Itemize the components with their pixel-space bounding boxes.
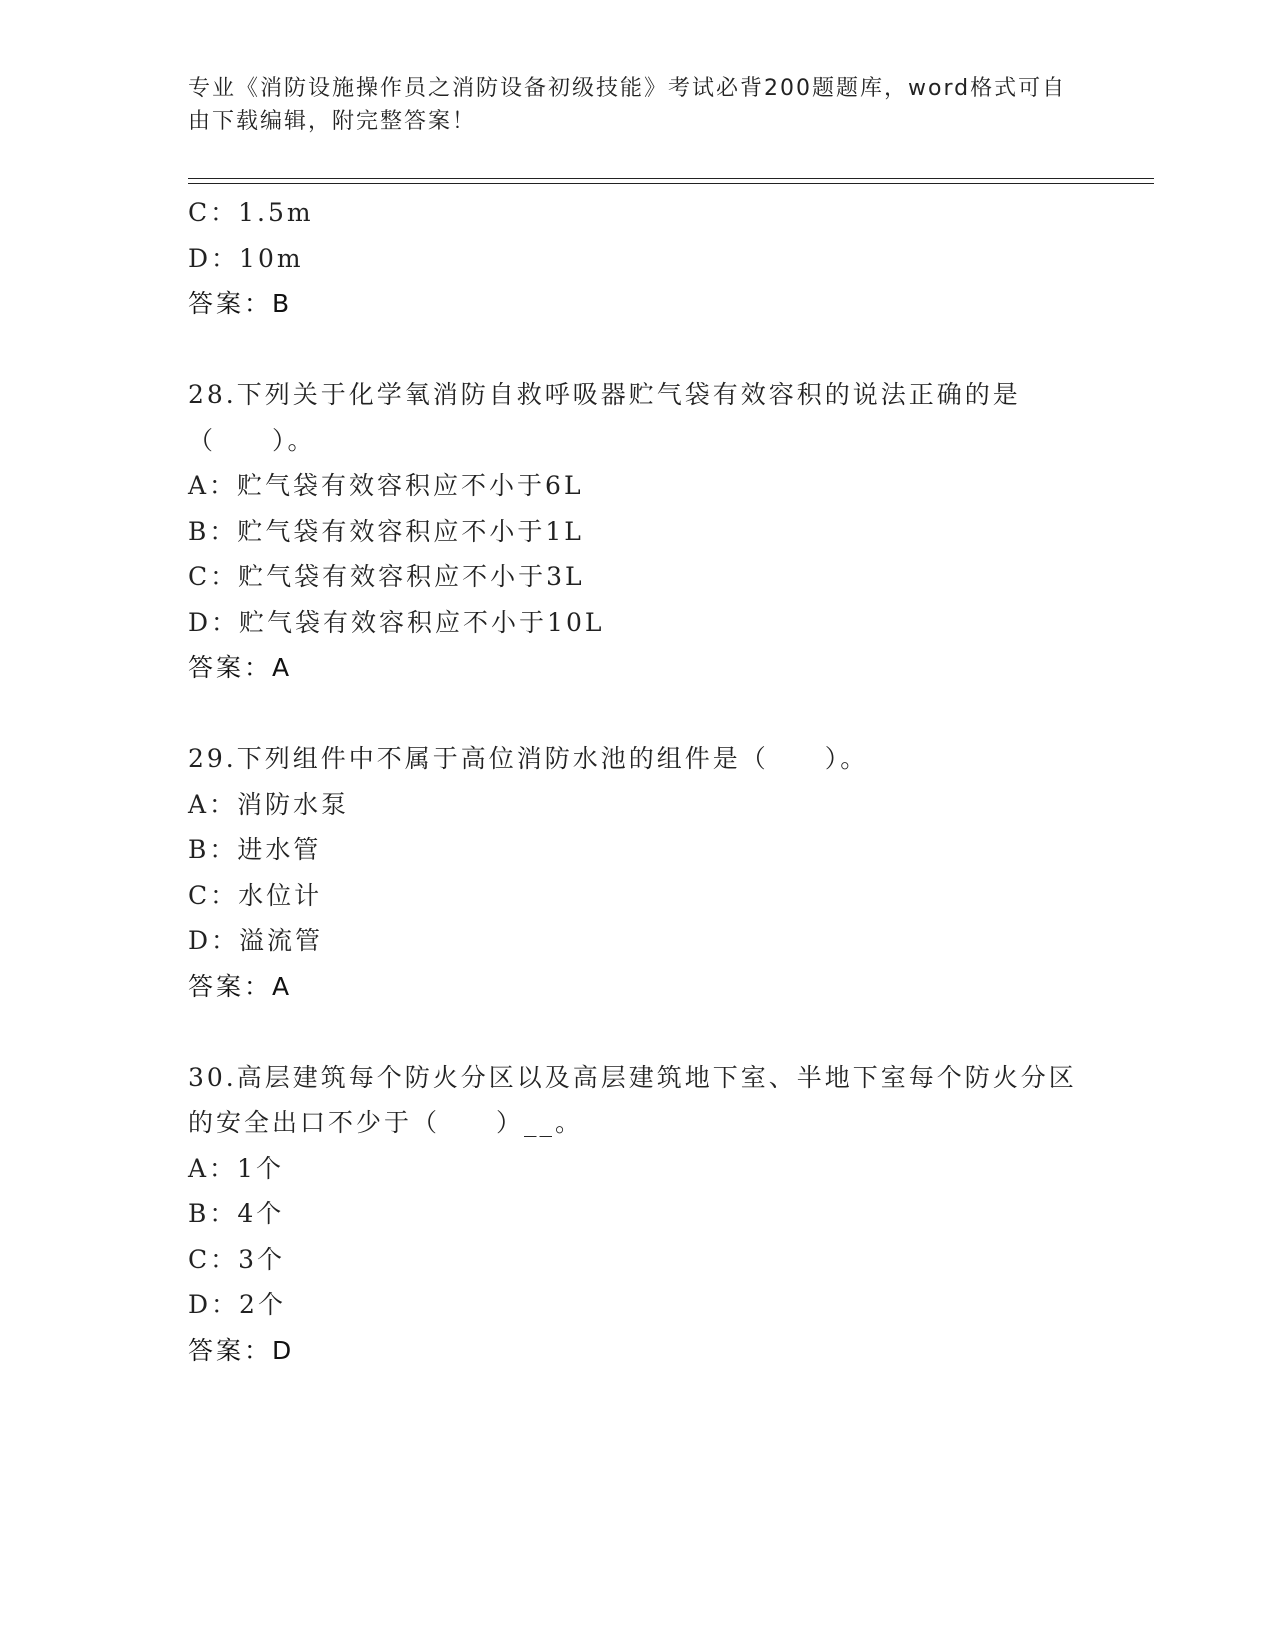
header-rule-top	[188, 178, 1154, 179]
option-a: A：消防水泵	[188, 789, 350, 819]
answer-line: 答案：A	[188, 971, 293, 1001]
answer-line: 答案：D	[188, 1335, 295, 1365]
option-c: C：贮气袋有效容积应不小于3L	[188, 562, 585, 591]
option-d: D：溢流管	[188, 926, 324, 955]
option-c: C：3个	[188, 1244, 286, 1274]
option-c: C：1.5m	[188, 198, 314, 227]
option-a: A：1个	[188, 1153, 284, 1183]
question-30	[188, 1055, 1088, 1374]
option-b: B：4个	[188, 1199, 285, 1228]
question-continuation	[188, 190, 1088, 327]
questions-content	[188, 190, 1088, 1374]
question-stem: 30.高层建筑每个防火分区以及高层建筑地下室、半地下室每个防火分区的安全出口不少于（ ）__。	[188, 1062, 1077, 1137]
question-29	[188, 736, 1088, 1010]
option-b: B：贮气袋有效容积应不小于1L	[188, 516, 584, 546]
answer-line: 答案：A	[188, 653, 293, 682]
answer-line: 答案：B	[188, 289, 293, 318]
option-a: A：贮气袋有效容积应不小于6L	[188, 471, 584, 500]
option-d: D：10m	[188, 243, 304, 273]
option-c: C：水位计	[188, 880, 323, 910]
spacer	[188, 691, 1088, 736]
option-d: D：贮气袋有效容积应不小于10L	[188, 607, 605, 637]
spacer	[188, 1010, 1088, 1055]
document-header: 专业《消防设施操作员之消防设备初级技能》考试必背200题题库，word格式可自由下载编辑，附完整答案！	[188, 76, 1067, 134]
header-rule-bottom	[188, 183, 1154, 184]
spacer	[188, 327, 1088, 372]
question-stem: 28.下列关于化学氧消防自救呼吸器贮气袋有效容积的说法正确的是（ ）。	[188, 380, 1021, 455]
option-b: B：进水管	[188, 835, 322, 864]
question-stem: 29.下列组件中不属于高位消防水池的组件是（ ）。	[188, 744, 869, 773]
option-d: D：2个	[188, 1290, 286, 1319]
question-28	[188, 372, 1088, 691]
